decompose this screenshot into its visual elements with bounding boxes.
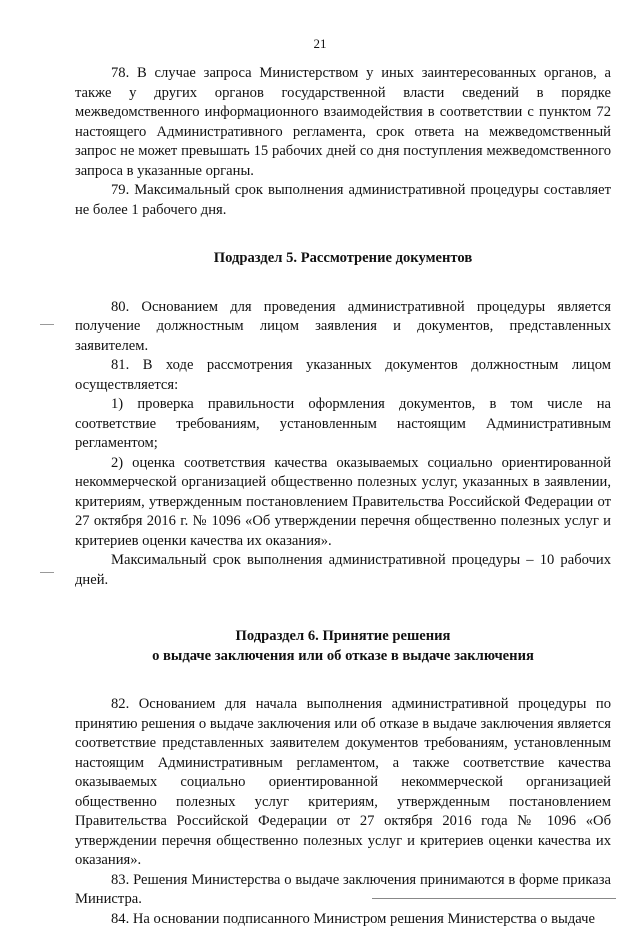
- paragraph-80: 80. Основанием для проведения административной процедуры является получение должностным лицом заявления и документов, представленных заявителем.: [75, 298, 611, 357]
- section-heading-5: Подраздел 5. Рассмотрение документов: [75, 249, 611, 269]
- bottom-scan-line: [372, 898, 616, 899]
- paragraph-84: 84. На основании подписанного Министром решения Министерства о выдаче: [75, 910, 611, 929]
- margin-mark: [40, 572, 54, 573]
- paragraph-79: 79. Максимальный срок выполнения административной процедуры составляет не более 1 рабочего дня.: [75, 181, 611, 220]
- paragraph-82: 82. Основанием для начала выполнения административной процедуры по принятию решения о выдаче заключения или об отказе в выдаче заключения является соответствие представленных заявителем документов требованиям, установленным настоящим Административным регламентом, а также соответствие качества оказываемых социально ориентированной некоммерческой организацией общественно полезных услуг критериям, утвержденным постановлением Правительства Российской Федерации от 27 октября 2016 года № 1096 «Об утверждении перечня общественно полезных услуг и критериев оценки качества их оказания».: [75, 695, 611, 871]
- document-body: [75, 64, 611, 929]
- paragraph-78: 78. В случае запроса Министерством у иных заинтересованных органов, а также у других органов государственной власти сведений в порядке межведомственного информационного взаимодействия в соответствии с пунктом 72 настоящего Административного регламента, срок ответа на межведомственный запрос не может превышать 15 рабочих дней со дня поступления межведомственного запроса в указанные органы.: [75, 64, 611, 181]
- paragraph-81-item-2: 2) оценка соответствия качества оказываемых социально ориентированной некоммерческой организацией общественно полезных услуг, указанных в заявлении, критериям, утвержденным постановлением Правительства Российской Федерации от 27 октября 2016 г. № 1096 «Об утверждении перечня общественно полезных услуг и критериев оценки качества их оказания».: [75, 454, 611, 552]
- page-number: 21: [0, 36, 640, 52]
- section-heading-6-line-2: о выдаче заключения или об отказе в выдаче заключения: [75, 647, 611, 667]
- paragraph-81-max-term: Максимальный срок выполнения административной процедуры – 10 рабочих дней.: [75, 551, 611, 590]
- paragraph-81-item-1: 1) проверка правильности оформления документов, в том числе на соответствие требованиям, установленным настоящим Административным регламентом;: [75, 395, 611, 454]
- margin-mark: [40, 324, 54, 325]
- paragraph-83: 83. Решения Министерства о выдаче заключения принимаются в форме приказа Министра.: [75, 871, 611, 910]
- paragraph-81: 81. В ходе рассмотрения указанных документов должностным лицом осуществляется:: [75, 356, 611, 395]
- section-heading-6-line-1: Подраздел 6. Принятие решения: [75, 627, 611, 647]
